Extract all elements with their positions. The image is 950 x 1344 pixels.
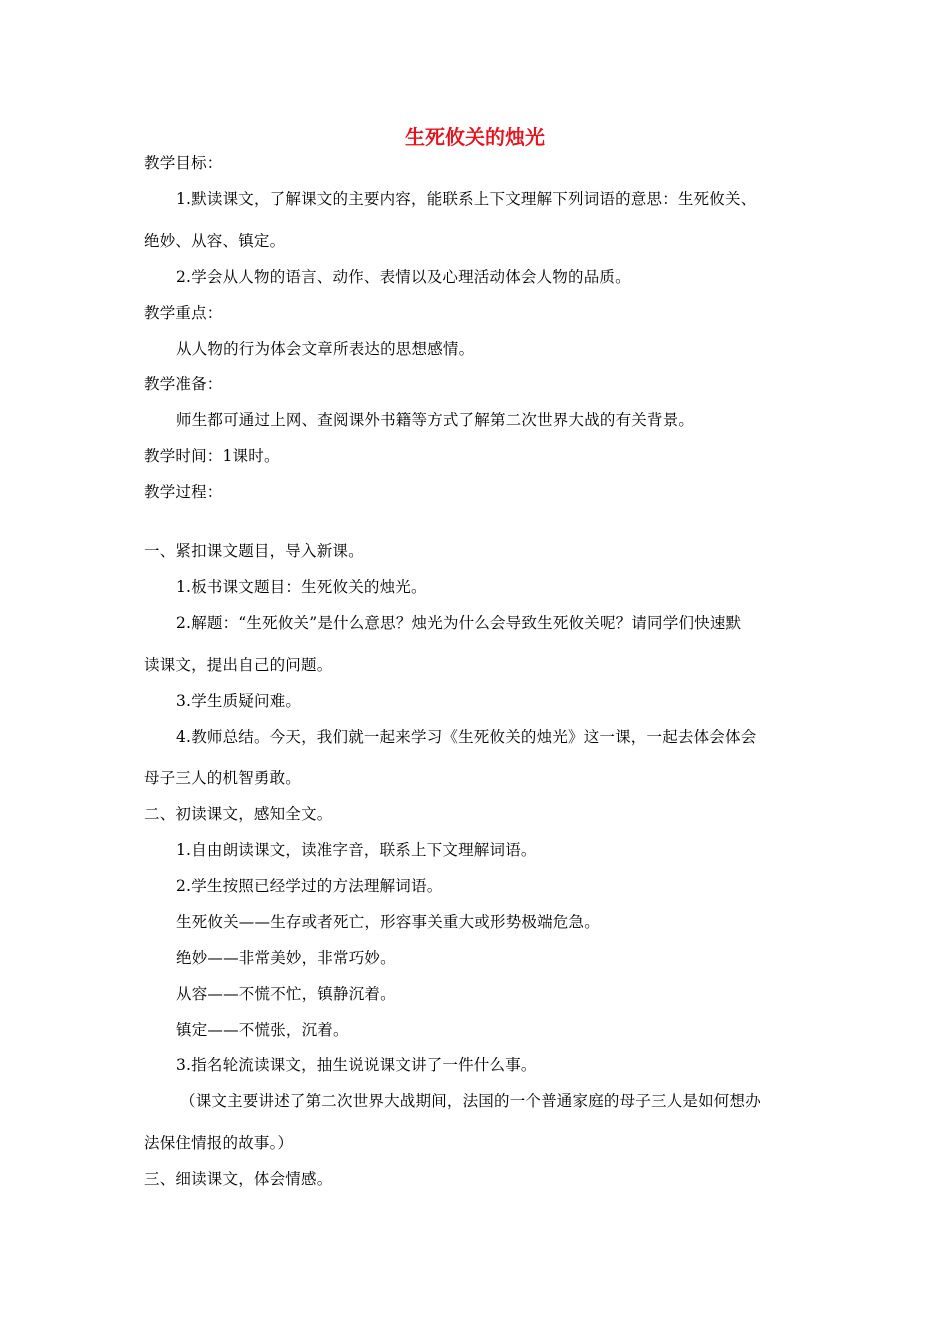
- heading-key-points: 教学重点：: [144, 304, 223, 322]
- paragraph-line: 读课文，提出自己的问题。: [144, 656, 333, 674]
- heading-process: 教学过程：: [144, 483, 223, 501]
- paragraph-line: 1.板书课文题目：生死攸关的烛光。: [176, 578, 427, 596]
- heading-time: 教学时间：1课时。: [144, 447, 280, 465]
- paragraph-line: （课文主要讲述了第二次世界大战期间，法国的一个普通家庭的母子三人是如何想办: [180, 1092, 761, 1110]
- heading-objectives: 教学目标：: [144, 154, 223, 172]
- paragraph-line: 从人物的行为体会文章所表达的思想感情。: [176, 340, 475, 358]
- paragraph-line: 2.学会从人物的语言、动作、表情以及心理活动体会人物的品质。: [176, 268, 631, 286]
- paragraph-line: 母子三人的机智勇敢。: [144, 769, 302, 787]
- section-heading-1: 一、紧扣课文题目，导入新课。: [144, 542, 364, 560]
- definition-line: 绝妙——非常美妙，非常巧妙。: [176, 949, 396, 967]
- paragraph-line: 1.默读课文，了解课文的主要内容，能联系上下文理解下列词语的意思：生死攸关、: [176, 190, 757, 208]
- definition-line: 生死攸关——生存或者死亡，形容事关重大或形势极端危急。: [176, 913, 600, 931]
- paragraph-line: 3.指名轮流读课文，抽生说说课文讲了一件什么事。: [176, 1056, 537, 1074]
- definition-line: 镇定——不慌张，沉着。: [176, 1021, 349, 1039]
- paragraph-line: 1.自由朗读课文，读准字音，联系上下文理解词语。: [176, 841, 537, 859]
- heading-preparation: 教学准备：: [144, 375, 223, 393]
- paragraph-line: 2.解题：“生死攸关”是什么意思？烛光为什么会导致生死攸关呢？请同学们快速默: [176, 614, 742, 632]
- section-heading-2: 二、初读课文，感知全文。: [144, 805, 333, 823]
- definition-line: 从容——不慌不忙，镇静沉着。: [176, 985, 396, 1003]
- paragraph-line: 绝妙、从容、镇定。: [144, 232, 286, 250]
- paragraph-line: 法保住情报的故事。）: [144, 1134, 294, 1152]
- section-heading-3: 三、细读课文，体会情感。: [144, 1170, 333, 1188]
- paragraph-line: 4.教师总结。今天，我们就一起来学习《生死攸关的烛光》这一课，一起去体会体会: [176, 728, 757, 746]
- page-title: 生死攸关的烛光: [405, 125, 545, 149]
- paragraph-line: 师生都可通过上网、查阅课外书籍等方式了解第二次世界大战的有关背景。: [176, 411, 695, 429]
- paragraph-line: 2.学生按照已经学过的方法理解词语。: [176, 877, 443, 895]
- paragraph-line: 3.学生质疑问难。: [176, 692, 302, 710]
